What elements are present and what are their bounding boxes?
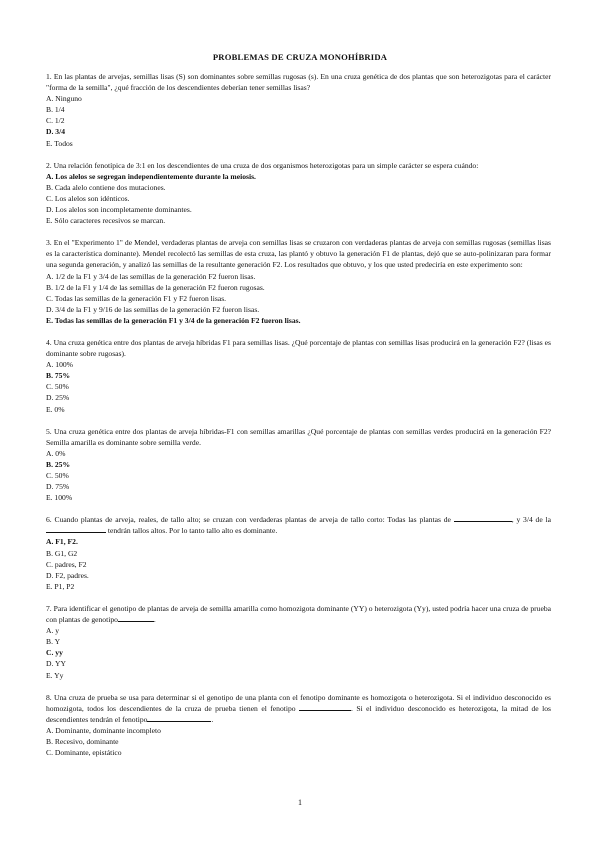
- option-list: [46, 93, 551, 148]
- page-number: 1: [298, 798, 302, 807]
- option: B. G1, G2: [46, 548, 78, 558]
- question-stem: 2. Una relación fenotípica de 3:1 en los descendientes de una cruza de dos organismos heterozigotas para un simple carácter se espera cuándo:: [46, 160, 479, 170]
- stem-text: , y 3/4 de la: [511, 515, 551, 525]
- option: E. 0%: [46, 404, 65, 414]
- answer-blank: [46, 525, 106, 533]
- stem-text: 8. Una cruza de prueba se usa para determinar si el genotipo de una planta con el fenotipo dominante es homozigota o heterozigota. Si el individuo desconocido es homozigota, todos los descendientes de la cruza de prueba tienen el fenotipo: [46, 692, 551, 713]
- option-list: [46, 271, 551, 326]
- questions-container: [46, 71, 551, 769]
- answer-blank: [118, 614, 156, 625]
- option: B. Cada alelo contiene dos mutaciones.: [46, 182, 166, 192]
- option: E. Todos: [46, 138, 73, 148]
- option: D. 3/4 de la F1 y 9/16 de las semillas de la generación F2 fueron lisas.: [46, 304, 260, 314]
- option-correct: C. yy: [46, 648, 63, 658]
- question-8: [46, 692, 551, 759]
- option: C. 1/2: [46, 116, 65, 126]
- option: D. Los alelos son incompletamente dominantes.: [46, 205, 192, 215]
- option: E. Sólo caracteres recesivos se marcan.: [46, 216, 166, 226]
- question-1: [46, 71, 551, 149]
- option-correct: A. Los alelos se segregan independientemente durante la meiosis.: [46, 171, 256, 181]
- option: B. Y: [46, 637, 61, 647]
- question-5: [46, 426, 551, 504]
- option: D. F2, padres.: [46, 570, 89, 580]
- question-3: [46, 237, 551, 326]
- question-2: [46, 160, 551, 227]
- question-stem: [46, 514, 551, 536]
- stem-text: 6. Cuando plantas de arveja, reales, de tallo alto; se cruzan con verdaderas plantas de arveja de tallo corto: Todas las plantas de: [46, 515, 454, 525]
- option: D. YY: [46, 659, 66, 669]
- stem-text: .: [211, 714, 214, 724]
- option: E. Yy: [46, 670, 64, 680]
- option: C. padres, F2: [46, 559, 87, 569]
- option: A. 100%: [46, 360, 73, 370]
- question-stem: [46, 692, 551, 725]
- answer-blank: [299, 703, 351, 711]
- option: B. 1/4: [46, 105, 65, 115]
- option-list: [46, 359, 551, 414]
- option-list: [46, 171, 551, 226]
- option: C. Los alelos son idénticos.: [46, 193, 130, 203]
- question-stem: 3. En el "Experimento 1" de Mendel, verdaderas plantas de arveja con semillas lisas se cruzaron con verdaderas plantas de arveja con semillas rugosas (semillas lisas es la característica dominante). Mendel recolectó las semillas de esta cruza, las plantó y obtuvo la generación F1 de plantas, dejó que se auto-polinizaran para formar una segunda generación, y analizó las semillas de la resultante generación F2. Los resultados que obtuvo, y los que usted predeciría en este experimento son:: [46, 238, 551, 270]
- question-7: [46, 603, 551, 681]
- option: A. y: [46, 626, 60, 636]
- option-correct: B. 25%: [46, 459, 71, 469]
- option: E. 100%: [46, 493, 73, 503]
- question-stem: 1. En las plantas de arvejas, semillas lisas (S) son dominantes sobre semillas rugosas (s). En una cruza genética de dos plantas que son heterozigotas para el carácter "forma de la semilla", ¿qué fracción de los descendientes deberían tener semillas lisas?: [46, 72, 551, 93]
- question-6: [46, 514, 551, 592]
- option-correct: A. F1, F2.: [46, 537, 78, 547]
- option: C. 50%: [46, 382, 69, 392]
- option: C. 50%: [46, 471, 69, 480]
- option-correct: D. 3/4: [46, 127, 65, 137]
- stem-text: tendrán tallos altos. Por lo tanto tallo alto es dominante.: [106, 526, 278, 536]
- option: A. Dominante, dominante incompleto: [46, 725, 161, 735]
- option: A. 0%: [46, 448, 66, 458]
- answer-blank: [147, 714, 214, 724]
- option-correct: B. 75%: [46, 371, 71, 381]
- question-4: [46, 337, 551, 415]
- option-correct: E. Todas las semillas de la generación F1 y 3/4 de la generación F2 fueron lisas.: [46, 315, 301, 325]
- option-list: [46, 536, 551, 591]
- option-list: [46, 448, 551, 503]
- stem-text: 7. Para identificar el genotipo de plantas de arveja de semilla amarilla como homozigota dominante (YY) o heterozigota (Yy), usted podría hacer una cruza de prueba con plantas de genotipo: [46, 603, 551, 625]
- stem-text: . Si el individuo desconocido es heterozigota, la mitad de los descendientes tendrán el fenotipo: [46, 703, 551, 724]
- option: B. Recesivo, dominante: [46, 736, 119, 746]
- option-list: [46, 725, 551, 758]
- option: B. 1/2 de la F1 y 1/4 de las semillas de la generación F2 fueron rugosas.: [46, 282, 265, 292]
- option: E. P1, P2: [46, 581, 75, 591]
- option: A. Ninguno: [46, 94, 82, 104]
- stem-text: .: [153, 615, 156, 625]
- option-list: [46, 625, 551, 680]
- question-stem: 4. Una cruza genética entre dos plantas de arveja híbridas F1 para semillas lisas. ¿Qué porcentaje de plantas con semillas lisas producirá en la generación F2? (lisas es dominante sobre rugosas).: [46, 337, 551, 359]
- option: C. Todas las semillas de la generación F1 y F2 fueron lisas.: [46, 293, 227, 303]
- question-stem: [46, 603, 551, 625]
- answer-blank: [454, 514, 512, 522]
- option: C. Dominante, epistático: [46, 748, 122, 758]
- option: D. 25%: [46, 393, 70, 403]
- question-stem: 5. Una cruza genética entre dos plantas de arveja híbridas-F1 con semillas amarillas ¿Qué porcentaje de plantas con semillas verdes producirá en la generación F2? Semilla amarilla es dominante sobre semilla verde.: [46, 426, 551, 447]
- page-title: PROBLEMAS DE CRUZA MONOHÍBRIDA: [212, 52, 388, 62]
- option: D. 75%: [46, 482, 70, 492]
- option: A. 1/2 de la F1 y 3/4 de las semillas de la generación F2 fueron lisas.: [46, 271, 256, 281]
